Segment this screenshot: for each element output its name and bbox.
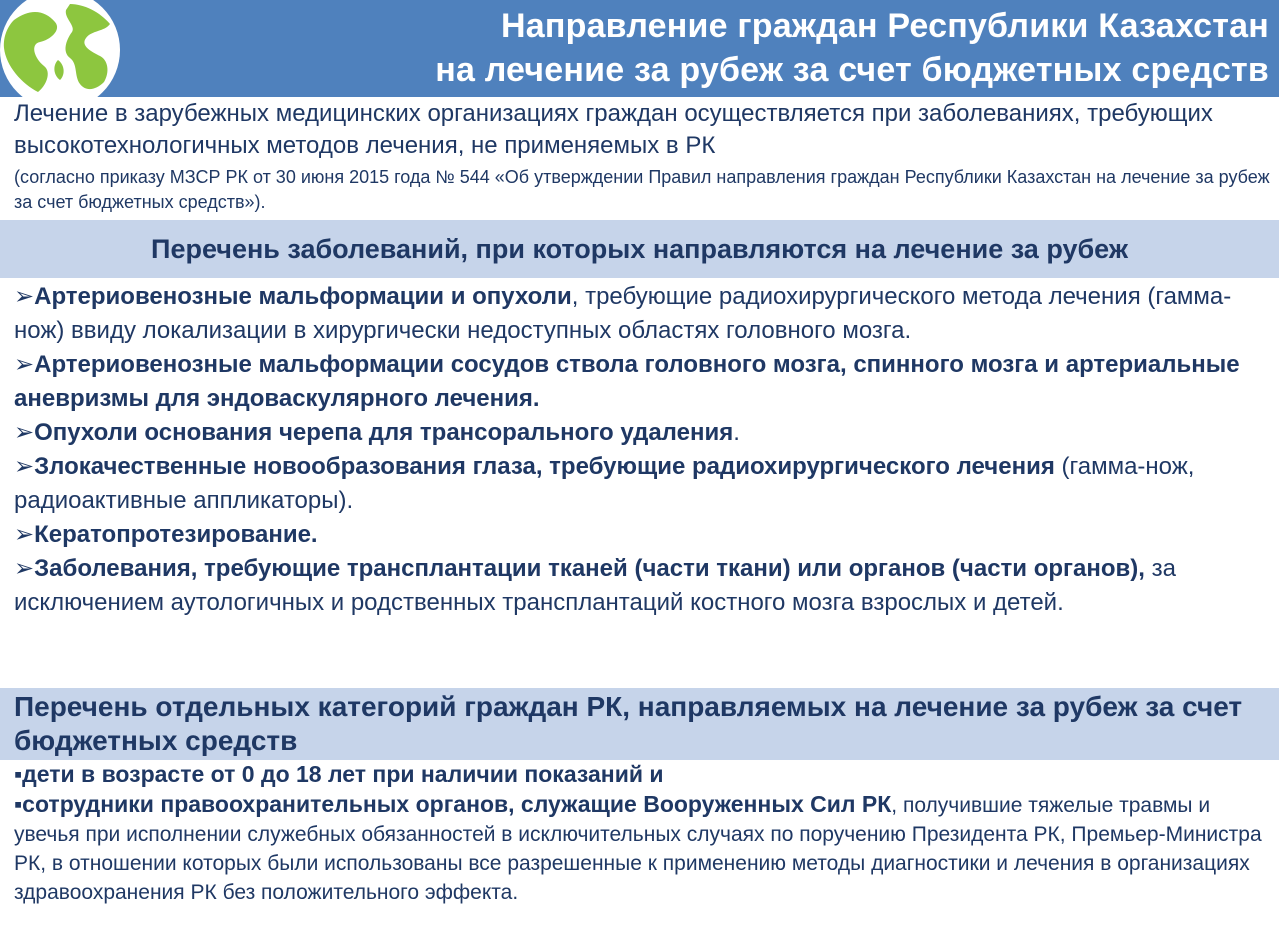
arrow-bullet-icon: ➢ bbox=[14, 521, 35, 548]
item-text: , требующие радиохирургического метода лечения (гамма-нож) ввиду локализации в хирургически недоступных областях головного мозга. bbox=[14, 283, 1232, 344]
list-item bbox=[14, 518, 1276, 552]
arrow-bullet-icon: ➢ bbox=[14, 555, 35, 582]
category-list bbox=[14, 760, 1276, 907]
item-bold-text: Заболевания, требующие трансплантации тканей (части ткани) или органов (части органов), bbox=[34, 555, 1145, 582]
list-item bbox=[14, 450, 1276, 518]
section2-heading: Перечень отдельных категорий граждан РК, направляемых на лечение за рубеж за счет бюджетных средств bbox=[14, 691, 1243, 756]
list-item bbox=[14, 790, 1276, 907]
section1-heading-band bbox=[0, 220, 1279, 278]
page-title bbox=[435, 4, 1269, 92]
item-bold-text: сотрудники правоохранительных органов, служащие Вооруженных Сил РК bbox=[22, 791, 892, 817]
square-bullet-icon: ▪ bbox=[14, 791, 23, 817]
item-bold-text: Артериовенозные мальформации сосудов ствола головного мозга, спинного мозга и артериальные аневризмы для эндоваскулярного лечения. bbox=[14, 351, 1240, 412]
item-bold-text: Злокачественные новообразования глаза, требующие радиохирургического лечения bbox=[34, 453, 1055, 480]
item-bold-text: дети в возрасте от 0 до 18 лет при наличии показаний и bbox=[22, 761, 664, 787]
title-line-1: Направление граждан Республики Казахстан bbox=[501, 7, 1269, 45]
list-item bbox=[14, 280, 1276, 348]
intro-text: Лечение в зарубежных медицинских организациях граждан осуществляется при заболеваниях, требующих высокотехнологичных методов лечения, не применяемых в РК bbox=[14, 100, 1213, 159]
arrow-bullet-icon: ➢ bbox=[14, 453, 35, 480]
arrow-bullet-icon: ➢ bbox=[14, 283, 35, 310]
square-bullet-icon: ▪ bbox=[14, 761, 23, 787]
disease-list bbox=[14, 280, 1276, 620]
item-text: (гамма-нож, радиоактивные аппликаторы). bbox=[14, 453, 1195, 514]
item-text: за исключением аутологичных и родственных трансплантаций костного мозга взрослых и детей. bbox=[14, 555, 1176, 616]
list-item bbox=[14, 760, 1276, 790]
header-bar bbox=[0, 0, 1279, 97]
item-text: . bbox=[733, 419, 740, 446]
title-line-2: на лечение за рубеж за счет бюджетных средств bbox=[435, 51, 1269, 89]
item-bold-text: Артериовенозные мальформации и опухоли bbox=[34, 283, 572, 310]
item-bold-text: Опухоли основания черепа для трансорального удаления bbox=[34, 419, 734, 446]
item-text: , получившие тяжелые травмы и увечья при исполнении служебных обязанностей в исключительных случаях по поручению Президента РК, Премьер-Министра РК, в отношении которых были использованы все разрешенные к применению методы диагностики и лечения в организациях здравоохранения РК без положительного эффекта. bbox=[14, 794, 1262, 904]
arrow-bullet-icon: ➢ bbox=[14, 419, 35, 446]
section1-heading: Перечень заболеваний, при которых направляются на лечение за рубеж bbox=[151, 234, 1128, 264]
globe-icon bbox=[0, 0, 122, 97]
section2-heading-band bbox=[0, 688, 1279, 760]
arrow-bullet-icon: ➢ bbox=[14, 351, 35, 378]
list-item bbox=[14, 552, 1276, 620]
intro-note: (согласно приказу МЗСР РК от 30 июня 2015 года № 544 «Об утверждении Правил направления граждан Республики Казахстан на лечение за рубеж за счет бюджетных средств»). bbox=[14, 167, 1270, 212]
item-bold-text: Кератопротезирование. bbox=[34, 521, 318, 548]
list-item bbox=[14, 416, 1276, 450]
list-item bbox=[14, 348, 1276, 416]
